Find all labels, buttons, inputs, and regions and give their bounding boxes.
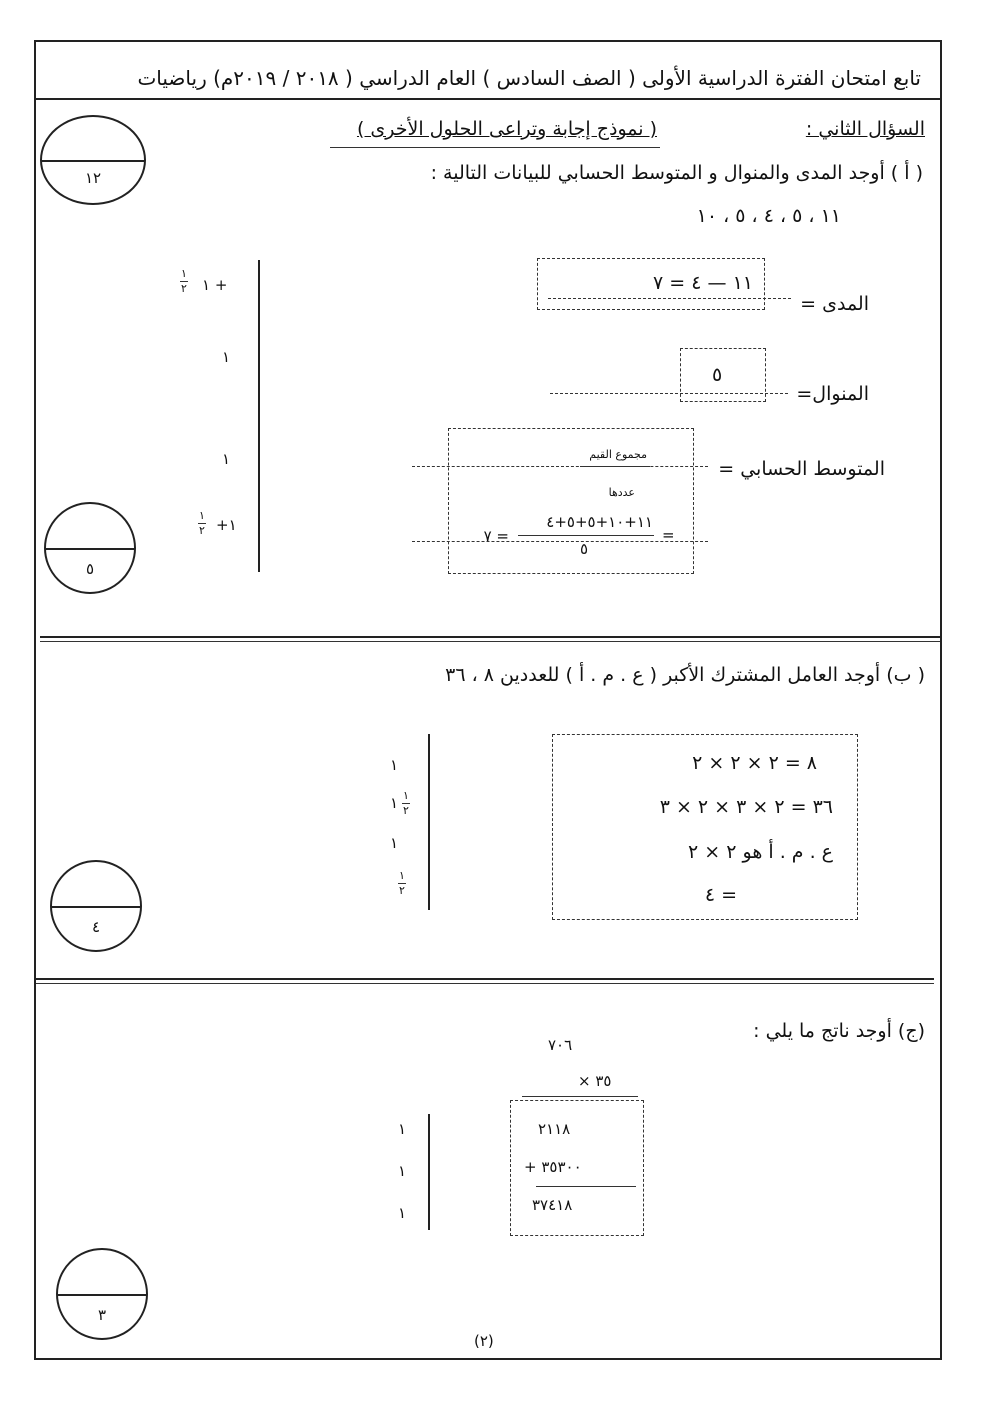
score-circle-a: ١٢: [40, 115, 146, 205]
mean-eq: =: [662, 526, 675, 544]
mean-frac-bar: [518, 535, 654, 536]
mult-bar-2: [536, 1186, 636, 1187]
mark-a4: +١: [216, 516, 237, 534]
mult-n2: × ٣٥: [578, 1072, 612, 1090]
mult-bar-1: [522, 1096, 638, 1097]
mark-c3: ١: [398, 1204, 407, 1222]
mult-n1: ٧٠٦: [548, 1036, 573, 1054]
mark-b2: ١: [390, 794, 399, 812]
page-header: تابع امتحان الفترة الدراسية الأولى ( الصف السادس ) العام الدراسي ( ٢٠١٨ / ٢٠١٩م) رياضيات: [137, 66, 921, 90]
score-circle-a2: ٥: [44, 502, 136, 594]
marks-divider-b: [428, 734, 430, 910]
mark-b2-half: ١ ٢: [403, 789, 409, 817]
part-a-data: ١١ ، ٥ ، ٤ ، ٥ ، ١٠: [696, 205, 841, 227]
mean-sum: ١١+١٠+٥+٥+٤: [546, 513, 653, 531]
mean-den-words: عددها: [608, 486, 635, 499]
range-calc: ١١ — ٤ = ٧: [653, 272, 753, 294]
section-divider-bc: [36, 978, 934, 980]
mark-a1: ١ +: [202, 276, 228, 294]
mult-result: ٣٧٤١٨: [532, 1196, 573, 1214]
gcf-line3: ع . م . أ هو ٢ × ٢: [688, 841, 833, 863]
mark-a1-half: ١ ٢: [181, 267, 187, 295]
mode-value: ٥: [712, 364, 723, 386]
mean-box: [448, 428, 694, 574]
score-circle-c: ٣: [56, 1248, 148, 1340]
gcf-line4: = ٤: [704, 884, 737, 906]
mark-a2: ١: [222, 348, 231, 366]
section-divider-ab-2: [40, 641, 940, 642]
mean-num-words: مجموع القيم: [589, 448, 647, 461]
header-divider: [36, 98, 940, 100]
gcf-line1: ٨ = ٢ × ٢ × ٢: [692, 752, 817, 774]
mark-a4-half: ١ ٢: [199, 509, 205, 537]
page-frame: [34, 40, 942, 1360]
score-circle-b: ٤: [50, 860, 142, 952]
range-label: المدى =: [800, 293, 869, 315]
part-a-prompt: ( أ ) أوجد المدى والمنوال و المتوسط الحسابي للبيانات التالية :: [430, 162, 923, 184]
mode-line: [550, 393, 788, 394]
mark-b3: ١: [390, 834, 399, 852]
mean-result: = ٧: [483, 527, 509, 545]
range-line: [548, 298, 791, 299]
page-number: (٢): [474, 1332, 494, 1350]
mark-b1: ١: [390, 756, 399, 774]
mean-label: المتوسط الحسابي =: [718, 458, 885, 480]
part-b-prompt: ( ب) أوجد العامل المشترك الأكبر ( ع . م . أ ) للعددين ٨ ، ٣٦: [445, 664, 925, 686]
mark-b4-half: ١ ٢: [399, 869, 405, 897]
mean-word-bar: [580, 466, 650, 467]
mult-p1: ٢١١٨: [538, 1120, 571, 1138]
mark-c1: ١: [398, 1120, 407, 1138]
model-note: ( نموذج إجابة وتراعى الحلول الأخرى ): [356, 118, 657, 140]
gcf-line2: ٣٦ = ٢ × ٣ × ٢ × ٣: [659, 796, 833, 818]
part-c-prompt: (ج) أوجد ناتج ما يلي :: [753, 1020, 925, 1042]
question-label: السؤال الثاني :: [805, 118, 925, 140]
mode-label: المنوال=: [796, 383, 869, 405]
model-note-underline: [330, 147, 660, 148]
mark-a3: ١: [222, 450, 231, 468]
section-divider-ab: [40, 636, 940, 638]
mult-p2: + ٣٥٣٠٠: [524, 1158, 582, 1176]
mean-line-1: [412, 466, 708, 467]
marks-divider-c: [428, 1114, 430, 1230]
marks-divider-a: [258, 260, 260, 572]
mark-c2: ١: [398, 1162, 407, 1180]
mean-count: ٥: [580, 540, 589, 558]
section-divider-bc-2: [36, 983, 934, 984]
